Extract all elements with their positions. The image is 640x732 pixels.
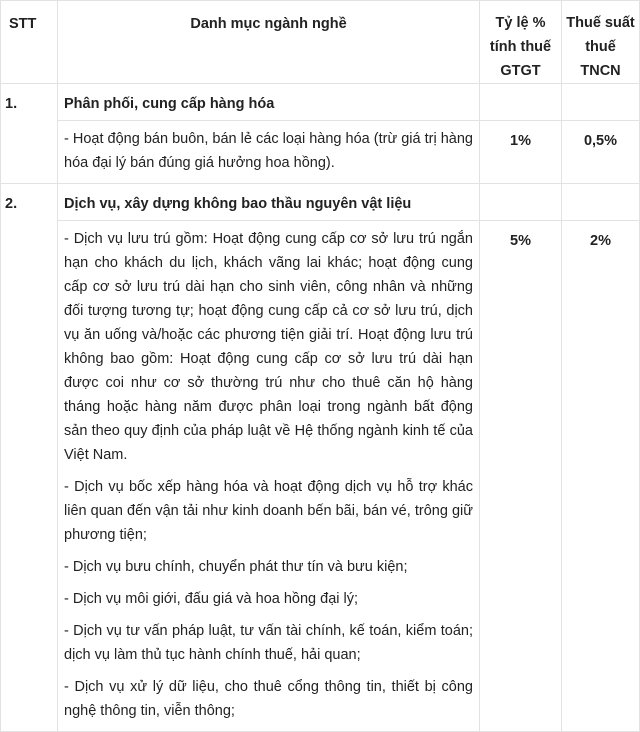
header-category: Danh mục ngành nghề [58, 1, 480, 84]
list-item: - Dịch vụ môi giới, đấu giá và hoa hồng đại lý; [64, 591, 359, 607]
header-vat-line-3: GTGT [500, 63, 541, 79]
header-pit-line-1: Thuế suất [566, 15, 635, 31]
pit-rate-value: 0,5% [562, 121, 640, 184]
pit-rate-value: 2% [562, 221, 640, 732]
group-detail-row [1, 121, 640, 184]
group-stt: 1. [1, 84, 58, 184]
list-item: - Dịch vụ tư vấn pháp luật, tư vấn tài chính, kế toán, kiểm toán; dịch vụ làm thủ tục hành chính thuế, hải quan; [64, 623, 473, 663]
header-pit-rate [562, 1, 640, 84]
group-items [58, 121, 480, 184]
header-vat-line-1: Tỷ lệ % [495, 15, 546, 31]
group-title: Phân phối, cung cấp hàng hóa [58, 84, 480, 121]
group-title-row [1, 184, 640, 221]
header-pit-line-2: thuế [585, 39, 616, 55]
header-vat-rate [480, 1, 562, 84]
empty-cell [562, 184, 640, 221]
list-item: - Dịch vụ lưu trú gồm: Hoạt động cung cấp cơ sở lưu trú ngắn hạn cho khách du lịch, khách vãng lai khác; hoạt động cung cấp cơ sở lưu trú dài hạn cho sinh viên, công nhân và những đối tượng tương tự; hoạt động cung cấp cả cơ sở lưu trú, dịch vụ ăn uống và/hoặc các phương tiện giải trí. Hoạt động lưu trú không bao gồm: Hoạt động cung cấp cơ sở lưu trú dài hạn được coi như cơ sở thường trú như cho thuê căn hộ hàng tháng hoặc hàng năm được phân loại trong ngành bất động sản theo quy định của pháp luật về Hệ thống ngành kinh tế của Việt Nam. [64, 231, 473, 463]
list-item: - Dịch vụ bốc xếp hàng hóa và hoạt động dịch vụ hỗ trợ khác liên quan đến vận tải như kinh doanh bến bãi, bán vé, trông giữ phương tiện; [64, 479, 473, 543]
header-stt: STT [1, 1, 58, 84]
group-detail-row [1, 221, 640, 732]
table-header-row [1, 1, 640, 84]
group-stt: 2. [1, 184, 58, 732]
empty-cell [562, 84, 640, 121]
vat-rate-value: 1% [480, 121, 562, 184]
group-title-row [1, 84, 640, 121]
group-items [58, 221, 480, 732]
list-item: - Hoạt động bán buôn, bán lẻ các loại hàng hóa (trừ giá trị hàng hóa đại lý bán đúng giá hưởng hoa hồng). [64, 131, 473, 171]
vat-rate-value: 5% [480, 221, 562, 732]
empty-cell [480, 184, 562, 221]
header-pit-line-3: TNCN [580, 63, 621, 79]
list-item: - Dịch vụ xử lý dữ liệu, cho thuê cổng thông tin, thiết bị công nghệ thông tin, viễn thông; [64, 679, 473, 719]
header-vat-line-2: tính thuế [489, 39, 552, 55]
empty-cell [480, 84, 562, 121]
list-item: - Dịch vụ bưu chính, chuyển phát thư tín và bưu kiện; [64, 559, 408, 575]
group-title: Dịch vụ, xây dựng không bao thầu nguyên vật liệu [58, 184, 480, 221]
